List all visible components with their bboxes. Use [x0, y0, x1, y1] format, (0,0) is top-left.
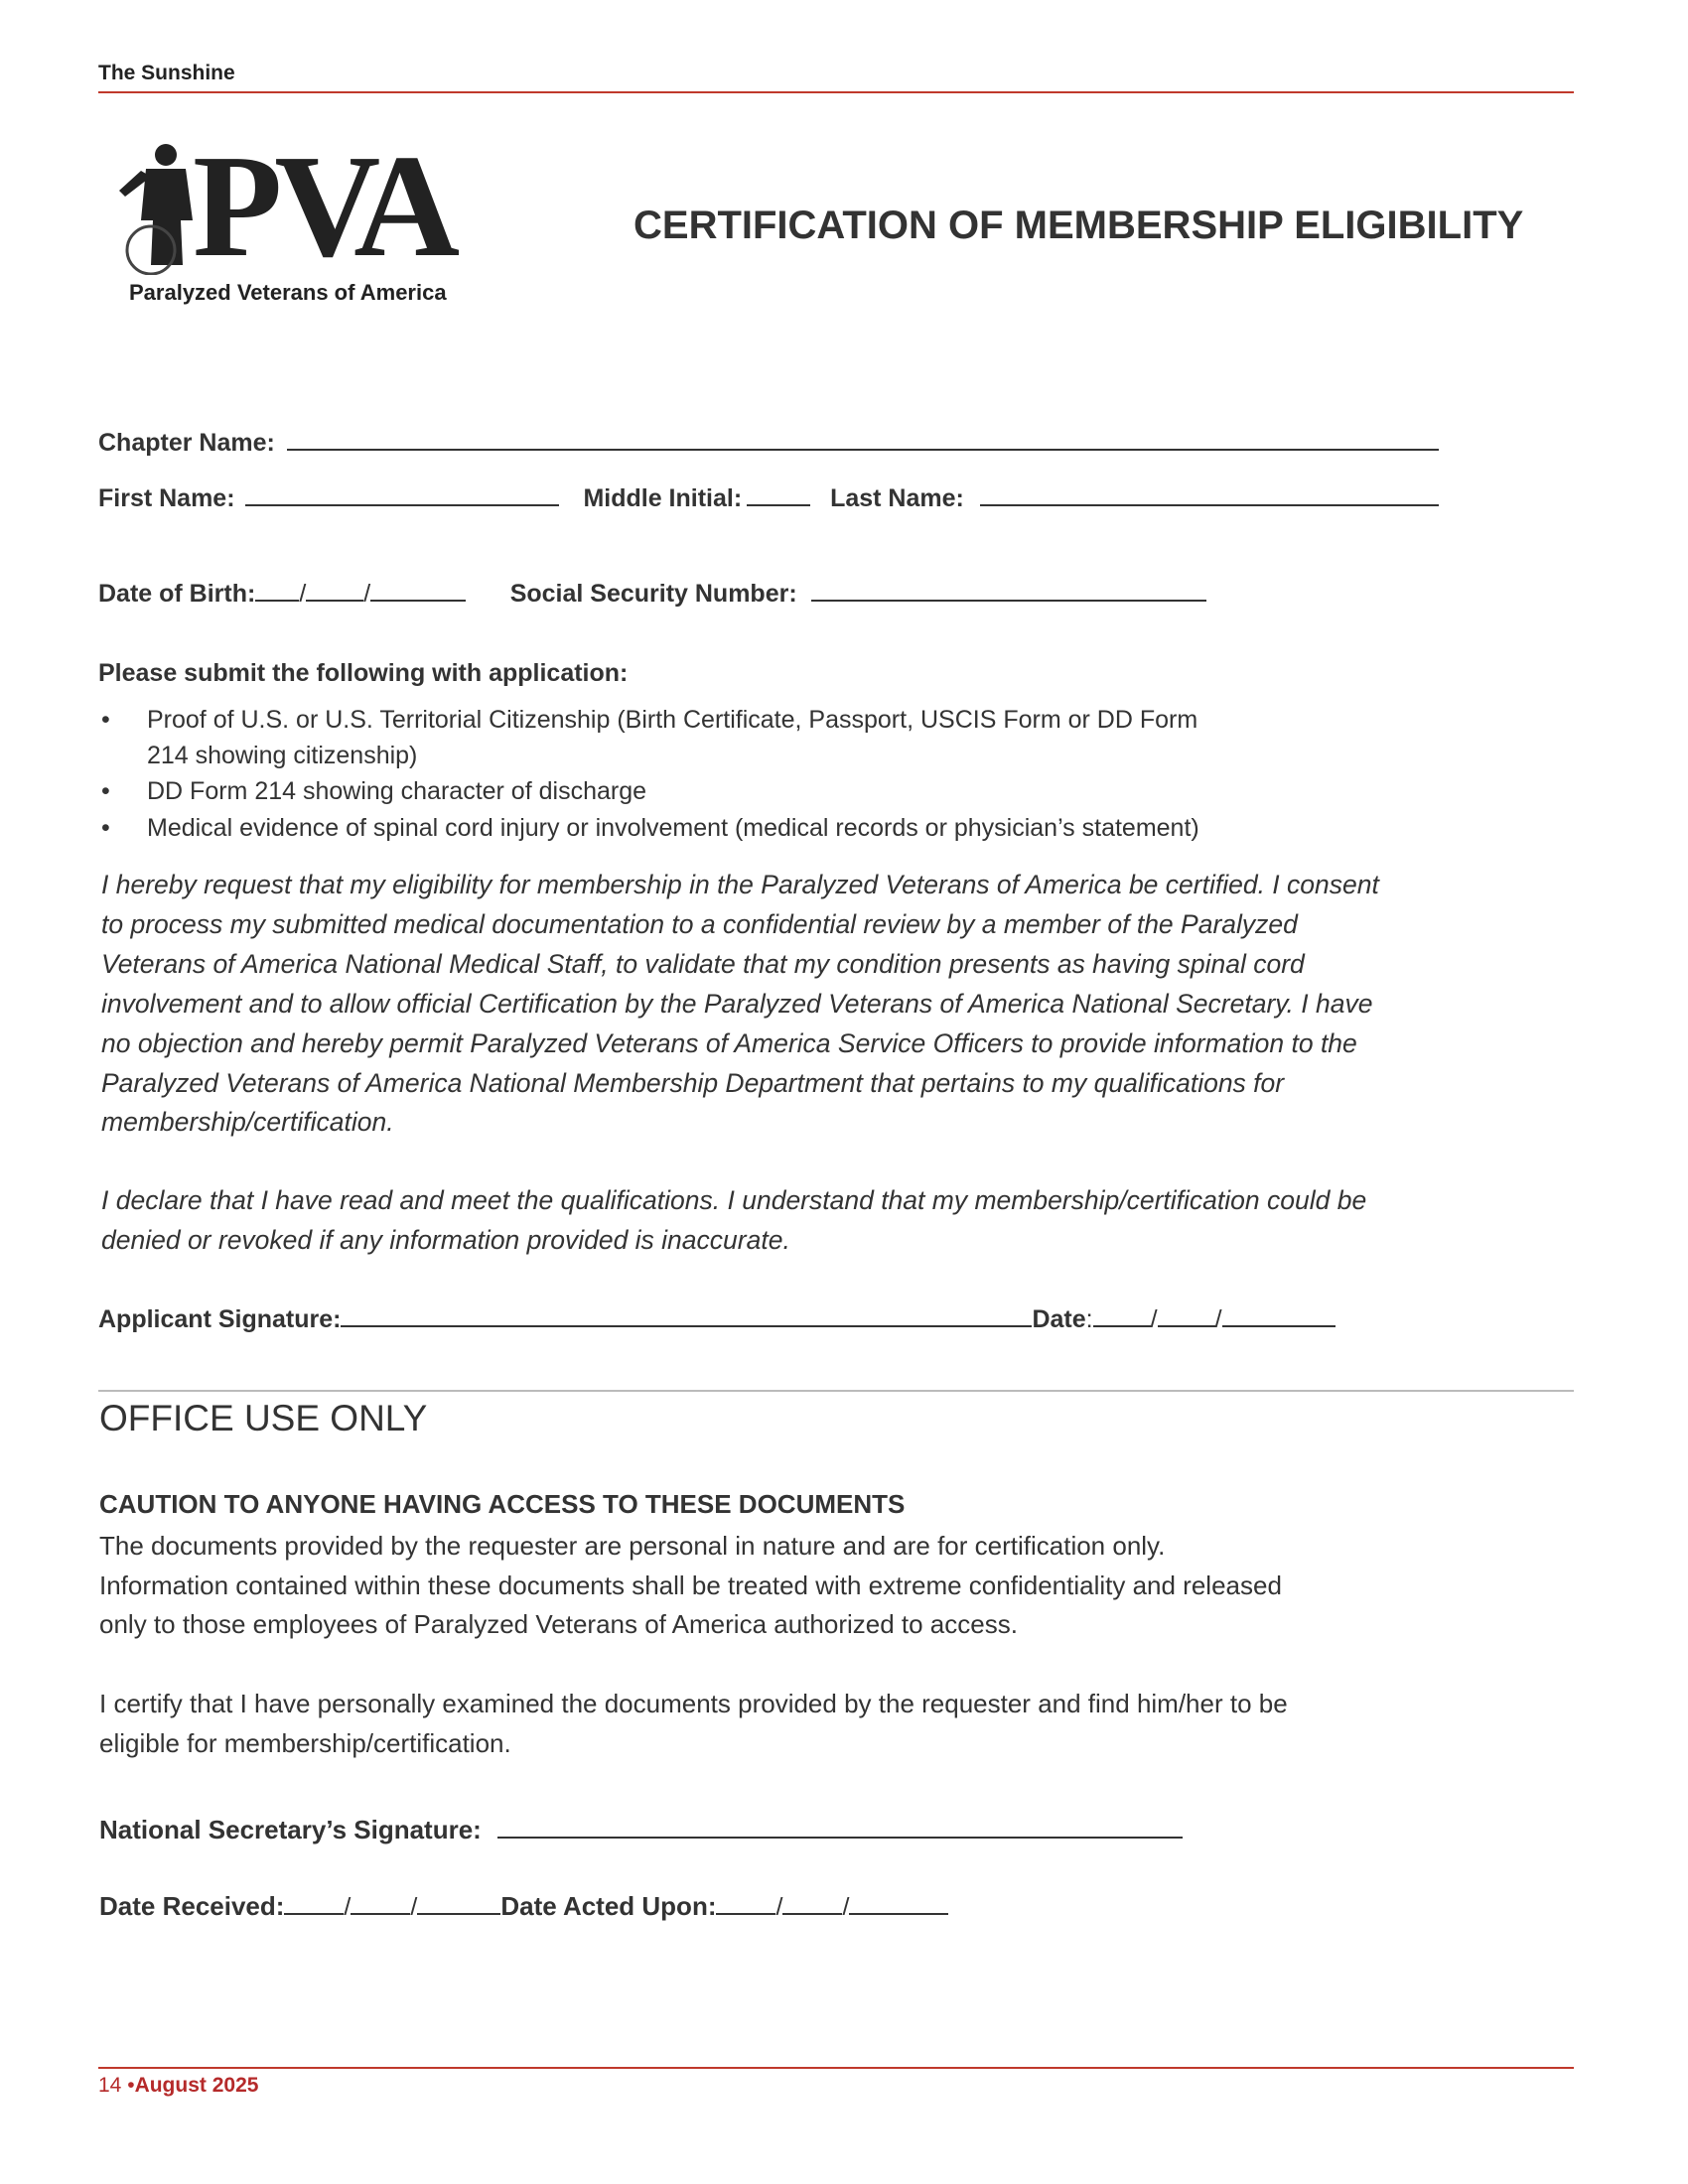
issue-date: August 2025 — [134, 2074, 259, 2097]
header-rule — [98, 91, 1574, 93]
caution-text — [99, 1527, 1282, 1645]
date-received-day-field[interactable] — [351, 1891, 410, 1915]
chapter-name-label: Chapter Name: — [98, 429, 275, 457]
date-acted-label: Date Acted Upon: — [500, 1891, 717, 1921]
secretary-signature-label: National Secretary’s Signature: — [99, 1815, 482, 1844]
logo-letters: PVA — [193, 125, 453, 288]
sig-date-day-field[interactable] — [1158, 1303, 1215, 1327]
logo-org-name: Paralyzed Veterans of America — [129, 280, 447, 305]
declaration-paragraph — [101, 1181, 1366, 1261]
footer — [98, 2074, 258, 2098]
dob-day-field[interactable] — [306, 578, 363, 602]
secretary-signature-field[interactable] — [497, 1803, 1183, 1839]
chapter-name-field[interactable] — [287, 427, 1439, 451]
slash: / — [775, 1893, 783, 1921]
last-name-field[interactable] — [980, 482, 1439, 506]
date-received-year-field[interactable] — [417, 1891, 500, 1915]
date-acted-day-field[interactable] — [782, 1891, 842, 1915]
consent-line: membership/certification. — [101, 1107, 394, 1138]
footer-rule — [98, 2067, 1574, 2069]
consent-paragraph — [101, 866, 1379, 1143]
middle-initial-field[interactable] — [747, 482, 810, 506]
dob-label: Date of Birth: — [98, 580, 256, 608]
slash: / — [1214, 1305, 1222, 1333]
publication-name: The Sunshine — [98, 62, 235, 84]
applicant-signature-row — [98, 1303, 1336, 1334]
section-divider — [98, 1390, 1574, 1392]
ssn-field[interactable] — [811, 578, 1206, 602]
date-label: Date — [1032, 1305, 1086, 1333]
first-name-field[interactable] — [245, 482, 559, 506]
caution-heading: CAUTION TO ANYONE HAVING ACCESS TO THESE DOCUMENTS — [99, 1489, 906, 1519]
declaration-line: denied or revoked if any information provided is inaccurate. — [101, 1224, 790, 1255]
page-title: CERTIFICATION OF MEMBERSHIP ELIGIBILITY — [633, 204, 1524, 247]
footer-bullet: • — [127, 2074, 135, 2097]
consent-line: to process my submitted medical documentation to a confidential review by a member of the Paralyzed — [101, 908, 1298, 939]
date-acted-month-field[interactable] — [716, 1891, 775, 1915]
page-number: 14 — [98, 2074, 122, 2097]
declaration-line: I declare that I have read and meet the qualifications. I understand that my membership/certification could be — [101, 1185, 1367, 1215]
slash: / — [842, 1893, 850, 1921]
pva-logo — [111, 125, 489, 315]
last-name-label: Last Name: — [830, 484, 964, 512]
consent-line: involvement and to allow official Certification by the Paralyzed Veterans of America National Secretary. I have — [101, 988, 1373, 1019]
chapter-name-row — [98, 427, 1439, 458]
date-acted-year-field[interactable] — [849, 1891, 948, 1915]
office-use-heading: OFFICE USE ONLY — [99, 1398, 428, 1438]
slash: / — [363, 580, 371, 608]
middle-initial-label: Middle Initial: — [583, 484, 743, 512]
dob-ssn-row — [98, 578, 1206, 609]
name-row — [98, 482, 1439, 513]
consent-line: Veterans of America National Medical Staff, to validate that my condition presents as having spinal cord — [101, 948, 1305, 979]
submit-item: Medical evidence of spinal cord injury or involvement (medical records or physician’s statement) — [147, 814, 1199, 842]
slash: / — [344, 1893, 352, 1921]
submit-heading: Please submit the following with application: — [98, 659, 629, 687]
sig-date-year-field[interactable] — [1222, 1303, 1336, 1327]
secretary-signature-row — [99, 1803, 1183, 1845]
consent-line: no objection and hereby permit Paralyzed Veterans of America Service Officers to provide information to the — [101, 1027, 1357, 1058]
applicant-signature-label: Applicant Signature: — [98, 1305, 342, 1333]
caution-line: only to those employees of Paralyzed Veterans of America authorized to access. — [99, 1609, 1018, 1640]
certify-text — [99, 1684, 1288, 1763]
consent-line: I hereby request that my eligibility for membership in the Paralyzed Veterans of America be certified. I consent — [101, 870, 1379, 899]
first-name-label: First Name: — [98, 484, 235, 512]
submit-item: DD Form 214 showing character of discharge — [147, 777, 647, 805]
slash: / — [1150, 1305, 1158, 1333]
bullet: • — [101, 777, 110, 805]
bullet: • — [101, 814, 110, 842]
dob-year-field[interactable] — [370, 578, 466, 602]
certify-line: eligible for membership/certification. — [99, 1728, 511, 1758]
bullet: • — [101, 706, 110, 734]
ssn-label: Social Security Number: — [509, 580, 797, 608]
slash: / — [410, 1893, 418, 1921]
slash: / — [299, 580, 307, 608]
certify-line: I certify that I have personally examined the documents provided by the requester and find him/her to be — [99, 1689, 1288, 1718]
colon: : — [1085, 1305, 1093, 1333]
office-dates-row — [99, 1891, 948, 1922]
submit-item: Proof of U.S. or U.S. Territorial Citizenship (Birth Certificate, Passport, USCIS Form or DD Form — [147, 706, 1198, 734]
caution-line: The documents provided by the requester are personal in nature and are for certification only. — [99, 1531, 1166, 1561]
applicant-signature-field[interactable] — [341, 1303, 1032, 1327]
sig-date-month-field[interactable] — [1093, 1303, 1151, 1327]
caution-line: Information contained within these documents shall be treated with extreme confidentiality and released — [99, 1570, 1282, 1600]
submit-item: 214 showing citizenship) — [147, 742, 418, 769]
date-received-label: Date Received: — [99, 1891, 285, 1921]
dob-month-field[interactable] — [255, 578, 299, 602]
consent-line: Paralyzed Veterans of America National Membership Department that pertains to my qualifications for — [101, 1067, 1285, 1098]
date-received-month-field[interactable] — [284, 1891, 344, 1915]
